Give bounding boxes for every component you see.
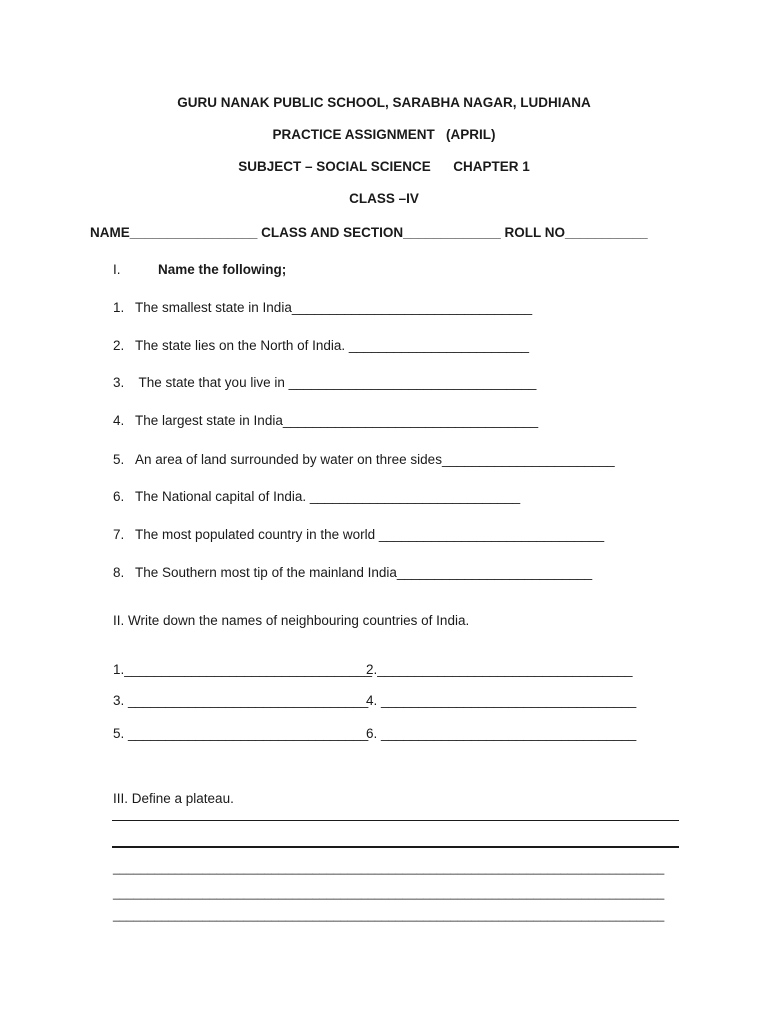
answer-blank-line: ________________________________________________________________________________ (113, 861, 665, 875)
student-details-line: NAME_________________ CLASS AND SECTION_____________ ROLL NO___________ (90, 225, 648, 240)
question-number: 4. (113, 413, 125, 428)
question-number: 3. (113, 375, 125, 390)
question-number: 2. (113, 338, 125, 353)
country-blank: 1._________________________________ (113, 662, 373, 677)
class-line: CLASS –IV (349, 191, 419, 206)
question-text: The National capital of India. ____________________________ (135, 489, 521, 504)
question-text: The state lies on the North of India. ________________________ (135, 338, 530, 353)
question-number: 5. (113, 452, 125, 467)
question-text: The largest state in India__________________________________ (135, 413, 539, 428)
section-1-number: I. (113, 262, 121, 277)
country-blank: 5. ________________________________ (113, 726, 369, 741)
question-number: 6. (113, 489, 125, 504)
answer-blank-line: ________________________________________________________________________________ (113, 886, 665, 900)
section-1-title: Name the following; (158, 262, 287, 277)
question-text: The state that you live in _________________________________ (135, 375, 537, 390)
question-number: 8. (113, 565, 125, 580)
question-text: The smallest state in India________________________________ (135, 300, 533, 315)
answer-rule-thick (112, 846, 679, 848)
answer-rule (112, 820, 679, 821)
question-text: The Southern most tip of the mainland India__________________________ (135, 565, 593, 580)
country-blank: 6. __________________________________ (366, 726, 637, 741)
country-blank: 4. __________________________________ (366, 693, 637, 708)
section-3-title: III. Define a plateau. (113, 791, 234, 806)
question-text: An area of land surrounded by water on three sides_______________________ (135, 452, 615, 467)
section-2-title: II. Write down the names of neighbouring countries of India. (113, 613, 470, 628)
country-blank: 2.__________________________________ (366, 662, 633, 677)
subject-line: SUBJECT – SOCIAL SCIENCE CHAPTER 1 (238, 159, 530, 174)
question-text: The most populated country in the world ______________________________ (135, 527, 605, 542)
question-number: 7. (113, 527, 125, 542)
answer-blank-line: ________________________________________________________________________________ (113, 908, 665, 922)
country-blank: 3. ________________________________ (113, 693, 369, 708)
school-name: GURU NANAK PUBLIC SCHOOL, SARABHA NAGAR, LUDHIANA (177, 95, 591, 110)
assignment-title: PRACTICE ASSIGNMENT (APRIL) (272, 127, 496, 142)
question-number: 1. (113, 300, 125, 315)
